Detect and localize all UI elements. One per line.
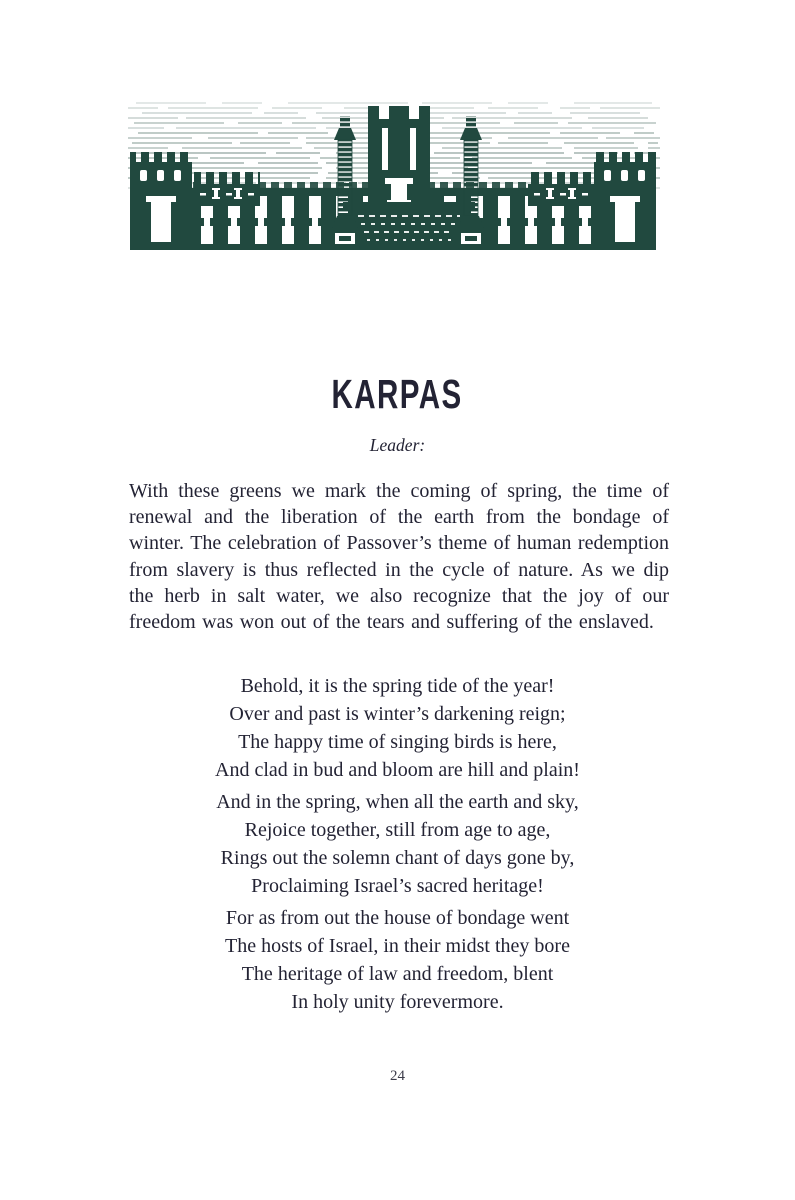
poem-line: And clad in bud and bloom are hill and plain! [215,759,580,781]
poem-stanza [0,788,795,900]
poem-line: Rejoice together, still from age to age, [244,819,551,841]
poem-line: Over and past is winter’s darkening reign; [229,703,566,725]
page-title-text: KARPAS [331,371,464,418]
poem-stanza [0,904,795,1016]
poem-line: The happy time of singing birds is here, [238,731,557,753]
temple-woodcut-svg [128,98,660,250]
poem-line: The heritage of law and freedom, blent [241,963,554,985]
poem-line: Rings out the solemn chant of days gone by, [220,847,575,869]
leader-label: Leader: [369,435,426,455]
poem-line: For as from out the house of bondage went [225,907,570,929]
page-title [0,371,795,418]
page-number: 24 [390,1068,405,1084]
poem-line: In holy unity forevermore. [291,991,504,1013]
poem-line: And in the spring, when all the earth and sky, [216,791,579,813]
poem-line: The hosts of Israel, in their midst they bore [225,935,570,957]
poem-line: Behold, it is the spring tide of the year! [240,675,555,697]
poem-line: Proclaiming Israel’s sacred heritage! [251,875,544,897]
reading-paragraph: With these greens we mark the coming of spring, the time of renewal and the liberation of the earth from the bondage of winter. The celebration of Passover’s theme of human redemption from slavery is thus reflected in the cycle of nature. As we dip the herb in salt water, we also recognize that the joy of our freedom was won out of the tears and suffering of the enslaved. [129,480,669,634]
temple-woodcut-illustration [128,98,660,250]
poem-stanza [0,672,795,784]
